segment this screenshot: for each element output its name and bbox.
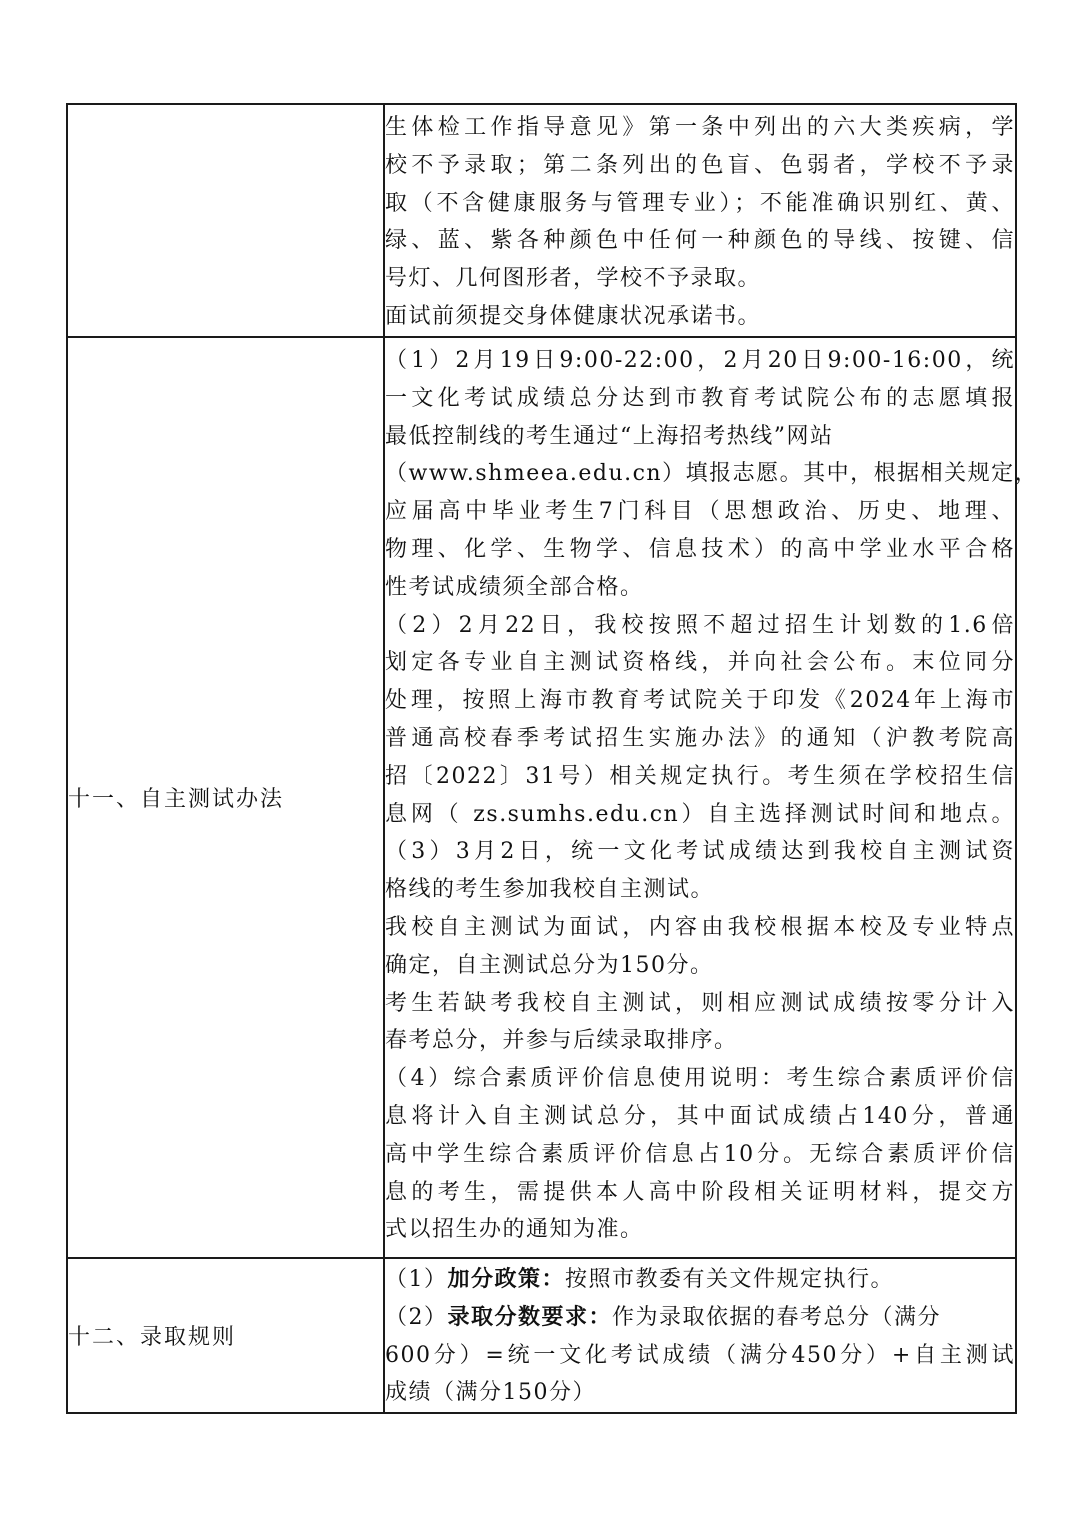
text-line: （1）2月19日9:00-22:00，2月20日9:00-16:00，统: [385, 348, 1015, 373]
text-line: 我校自主测试为面试，内容由我校根据本校及专业特点: [385, 914, 1015, 940]
text-line: 高中学生综合素质评价信息占10分。无综合素质评价信: [385, 1141, 1015, 1167]
text-line: 绿、蓝、紫各种颜色中任何一种颜色的导线、按键、信: [385, 228, 1015, 254]
text-line: （4）综合素质评价信息使用说明：考生综合素质评价信: [385, 1066, 1015, 1092]
text-line: 面试前须提交身体健康状况承诺书。: [385, 303, 762, 329]
text-line: 性考试成绩须全部合格。: [385, 574, 644, 600]
admission-rules-cell: [384, 1258, 1016, 1413]
text-line: 划定各专业自主测试资格线，并向社会公布。末位同分: [385, 650, 1015, 676]
row-label-empty: [67, 104, 384, 337]
text-line: 考生若缺考我校自主测试，则相应测试成绩按零分计入: [385, 990, 1015, 1016]
rule-heading: 加分政策：: [447, 1266, 566, 1292]
text-line: 校不予录取；第二条列出的色盲、色弱者，学校不予录: [385, 152, 1015, 178]
text-line: 取（不含健康服务与管理专业）；不能准确识别红、黄、: [385, 190, 1015, 216]
rule-text: 按照市教委有关文件规定执行。: [565, 1267, 895, 1292]
rule-prefix: （2）: [385, 1304, 448, 1330]
text-line: 式以招生办的通知为准。: [385, 1217, 644, 1243]
rule-heading: 录取分数要求：: [447, 1303, 613, 1330]
row-label-self-test: 十一、自主测试办法: [67, 337, 384, 1258]
text-line: 确定，自主测试总分为150分。: [385, 952, 714, 978]
text-line: 应届高中毕业考生7门科目（思想政治、历史、地理、: [385, 499, 1015, 525]
text-line: 600分）=统一文化考试成绩（满分450分）+自主测试: [385, 1342, 1015, 1368]
text-line: 息网（ zs.sumhs.edu.cn）自主选择测试时间和地点。: [385, 801, 1015, 827]
rule-prefix: （1）: [385, 1267, 448, 1292]
table-row-admission-rules: [67, 1258, 1016, 1413]
table-row-health: [67, 104, 1016, 337]
text-line: 普通高校春季考试招生实施办法》的通知（沪教考院高: [385, 725, 1015, 751]
self-test-cell: [384, 337, 1039, 1258]
rule-item-bonus: [385, 1261, 1015, 1299]
text-line: 招〔2022〕31号）相关规定执行。考生须在学校招生信: [385, 763, 1015, 789]
text-line: 生体检工作指导意见》第一条中列出的六大类疾病，学: [385, 115, 1015, 140]
text-line: （3）3月2日，统一文化考试成绩达到我校自主测试资: [385, 839, 1015, 865]
text-line: （2）2月22日，我校按照不超过招生计划数的1.6倍: [385, 612, 1015, 638]
table-row-self-test: [67, 337, 1016, 1258]
health-requirements-cell: [384, 104, 1016, 337]
rule-text: 作为录取依据的春考总分（满分: [612, 1304, 942, 1330]
text-line: 息将计入自主测试总分，其中面试成绩占140分，普通: [385, 1103, 1015, 1129]
text-line: 物理、化学、生物学、信息技术）的高中学业水平合格: [385, 536, 1015, 562]
text-line: 最低控制线的考生通过“上海招考热线”网站: [385, 423, 834, 449]
text-line: 处理，按照上海市教育考试院关于印发《2024年上海市: [385, 688, 1015, 714]
text-line: 春考总分，并参与后续录取排序。: [385, 1028, 738, 1054]
row-label-admission-rules: 十二、录取规则: [67, 1258, 384, 1413]
rule-item-score: [385, 1299, 1015, 1337]
text-line: 成绩（满分150分）: [385, 1380, 596, 1406]
text-line: 格线的考生参加我校自主测试。: [385, 877, 715, 903]
text-line: 息的考生，需提供本人高中阶段相关证明材料，提交方: [385, 1179, 1015, 1205]
text-line: （www.shmeea.edu.cn）填报志愿。其中，根据相关规定，: [385, 461, 1039, 487]
text-line: 一文化考试成绩总分达到市教育考试院公布的志愿填报: [385, 385, 1015, 411]
admission-table: [66, 103, 1039, 1414]
text-line: 号灯、几何图形者，学校不予录取。: [385, 266, 762, 292]
